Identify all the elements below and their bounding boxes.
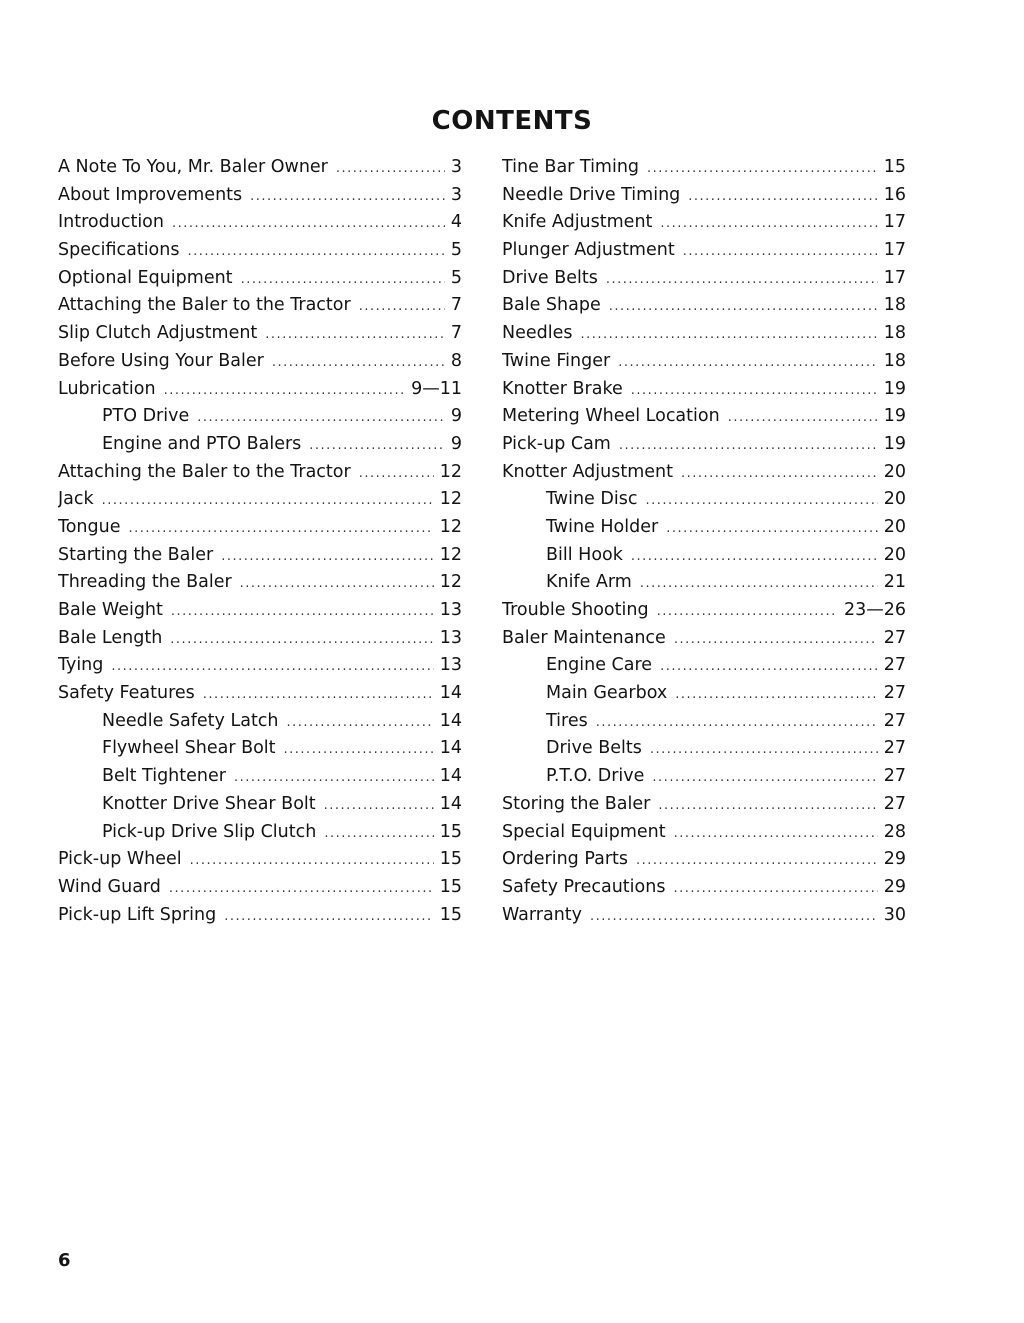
toc-entry xyxy=(502,323,906,351)
toc-entry-page: 17 xyxy=(883,212,906,233)
toc-entry-page: 9 xyxy=(450,406,462,427)
toc-entry-page: 20 xyxy=(883,489,906,510)
toc-entry-page: 17 xyxy=(883,240,906,261)
toc-entry xyxy=(502,434,906,462)
toc-entry-title: Flywheel Shear Bolt xyxy=(102,738,276,759)
toc-entry xyxy=(502,406,906,434)
toc-entry xyxy=(502,379,906,407)
toc-entry xyxy=(58,185,462,213)
toc-entry xyxy=(502,766,906,794)
dot-leader xyxy=(657,604,838,619)
toc-entry-page: 16 xyxy=(883,184,906,205)
toc-entry-title: Metering Wheel Location xyxy=(502,406,720,427)
dot-leader xyxy=(640,576,878,591)
dot-leader xyxy=(241,272,445,287)
toc-entry-title: Twine Disc xyxy=(546,489,638,510)
toc-entry-title: Belt Tightener xyxy=(102,766,226,787)
dot-leader xyxy=(647,161,878,176)
toc-entry-page: 3 xyxy=(450,184,462,205)
toc-entry-title: Knotter Adjustment xyxy=(502,461,673,482)
toc-left-column xyxy=(58,157,462,932)
toc-entry xyxy=(502,212,906,240)
dot-leader xyxy=(250,189,445,204)
toc-entry-title: Threading the Baler xyxy=(58,572,232,593)
toc-entry-title: Needle Safety Latch xyxy=(102,710,279,731)
toc-entry-page: 7 xyxy=(450,323,462,344)
toc-entry-title: Tying xyxy=(58,655,104,676)
toc-entry-title: Knife Adjustment xyxy=(502,212,653,233)
dot-leader xyxy=(658,798,877,813)
toc-entry-title: Bale Length xyxy=(58,627,163,648)
toc-entry-title: Specifications xyxy=(58,240,180,261)
toc-entry xyxy=(502,572,906,600)
toc-entry-page: 13 xyxy=(439,600,462,620)
dot-leader xyxy=(359,466,434,481)
toc-entry-title: Bale Weight xyxy=(58,600,163,620)
toc-entry-page: 29 xyxy=(883,849,906,870)
toc-entry xyxy=(58,517,462,545)
dot-leader xyxy=(636,853,878,868)
toc-entry xyxy=(502,794,906,822)
toc-entry-title: Trouble Shooting xyxy=(502,600,649,620)
toc-entry-title: Jack xyxy=(58,489,94,510)
toc-entry-page: 14 xyxy=(439,738,462,759)
dot-leader xyxy=(221,549,434,564)
toc-entry-page: 5 xyxy=(450,240,462,261)
toc-entry-title: Tires xyxy=(546,710,588,731)
toc-entry-title: Bill Hook xyxy=(546,544,623,565)
toc-entry-page: 21 xyxy=(883,572,906,593)
toc-entry-page: 28 xyxy=(883,821,906,842)
dot-leader xyxy=(170,632,433,647)
toc-entry-page: 12 xyxy=(439,516,462,537)
toc-entry-title: Drive Belts xyxy=(546,738,642,759)
toc-entry xyxy=(58,295,462,323)
toc-entry-title: Main Gearbox xyxy=(546,683,668,704)
dot-leader xyxy=(240,576,434,591)
toc-entry-page: 14 xyxy=(439,683,462,704)
toc-entry xyxy=(58,462,462,490)
dot-leader xyxy=(287,715,434,730)
page-number: 6 xyxy=(58,1250,71,1271)
toc-entry-title: Twine Holder xyxy=(546,516,659,537)
toc-entry-page: 19 xyxy=(883,378,906,399)
toc-entry xyxy=(58,683,462,711)
toc-entry xyxy=(502,683,906,711)
dot-leader xyxy=(596,715,878,730)
dot-leader xyxy=(683,244,878,259)
toc-entry xyxy=(58,545,462,573)
toc-entry-page: 14 xyxy=(439,710,462,731)
toc-entry-title: Warranty xyxy=(502,904,583,925)
toc-entry xyxy=(502,655,906,683)
dot-leader xyxy=(674,826,878,841)
toc-entry-page: 15 xyxy=(439,876,462,897)
toc-entry xyxy=(58,849,462,877)
toc-entry-page: 19 xyxy=(883,406,906,427)
toc-entry xyxy=(502,600,906,628)
toc-entry xyxy=(502,268,906,296)
toc-entry xyxy=(58,240,462,268)
dot-leader xyxy=(234,770,434,785)
toc-entry-title: Drive Belts xyxy=(502,267,598,288)
toc-entry-title: Engine and PTO Balers xyxy=(102,433,302,454)
toc-entry xyxy=(502,489,906,517)
toc-entry-page: 27 xyxy=(883,738,906,759)
toc-entry-title: Optional Equipment xyxy=(58,267,233,288)
dot-leader xyxy=(272,355,445,370)
toc-entry xyxy=(58,905,462,933)
toc-entry xyxy=(502,351,906,379)
toc-entry-title: Pick-up Lift Spring xyxy=(58,904,217,925)
dot-leader xyxy=(203,687,434,702)
toc-entry-title: Pick-up Cam xyxy=(502,433,611,454)
toc-entry-page: 17 xyxy=(883,267,906,288)
toc-entry-page: 27 xyxy=(883,766,906,787)
toc-entry-title: Before Using Your Baler xyxy=(58,350,264,371)
toc-entry xyxy=(502,185,906,213)
toc-entry xyxy=(502,628,906,656)
toc-entry-title: Pick-up Wheel xyxy=(58,849,182,870)
dot-leader xyxy=(265,327,445,342)
toc-entry-page: 8 xyxy=(450,350,462,371)
toc-entry-page: 7 xyxy=(450,295,462,316)
dot-leader xyxy=(197,410,445,425)
toc-entry xyxy=(502,711,906,739)
toc-entry-title: Tine Bar Timing xyxy=(502,157,640,177)
toc-entry-page: 18 xyxy=(883,323,906,344)
toc-entry-page: 3 xyxy=(450,157,462,177)
toc-entry xyxy=(502,517,906,545)
toc-entry xyxy=(502,240,906,268)
toc-entry-page: 20 xyxy=(883,461,906,482)
toc-entry-title: Safety Precautions xyxy=(502,876,666,897)
dot-leader xyxy=(169,881,434,896)
toc-entry-title: Knife Arm xyxy=(546,572,632,593)
dot-leader xyxy=(631,549,878,564)
toc-entry-title: Pick-up Drive Slip Clutch xyxy=(102,821,317,842)
dot-leader xyxy=(606,272,878,287)
dot-leader xyxy=(359,299,445,314)
toc-entry-title: Baler Maintenance xyxy=(502,627,666,648)
toc-entry-title: Introduction xyxy=(58,212,164,233)
dot-leader xyxy=(580,327,877,342)
toc-entry xyxy=(58,628,462,656)
toc-entry-page: 12 xyxy=(439,572,462,593)
toc-entry-title: Starting the Baler xyxy=(58,544,214,565)
dot-leader xyxy=(660,659,878,674)
toc-entry-title: Ordering Parts xyxy=(502,849,629,870)
toc-entry-title: About Improvements xyxy=(58,184,243,205)
toc-entry xyxy=(58,822,462,850)
toc-entry-page: 14 xyxy=(439,766,462,787)
dot-leader xyxy=(164,383,406,398)
toc-entry-title: Wind Guard xyxy=(58,876,161,897)
toc-entry xyxy=(58,268,462,296)
toc-entry-page: 30 xyxy=(883,904,906,925)
dot-leader xyxy=(674,632,878,647)
dot-leader xyxy=(190,853,434,868)
toc-entry-page: 18 xyxy=(883,350,906,371)
dot-leader xyxy=(336,161,445,176)
dot-leader xyxy=(187,244,444,259)
toc-entry xyxy=(502,462,906,490)
toc-entry-page: 13 xyxy=(439,627,462,648)
toc-entry-page: 15 xyxy=(439,849,462,870)
toc-entry-page: 29 xyxy=(883,876,906,897)
toc-entry xyxy=(58,212,462,240)
toc-entry-page: 15 xyxy=(439,821,462,842)
toc-entry-page: 20 xyxy=(883,516,906,537)
toc-entry-page: 12 xyxy=(439,544,462,565)
toc-entry-title: Tongue xyxy=(58,516,121,537)
dot-leader xyxy=(681,466,878,481)
toc-entry xyxy=(502,545,906,573)
toc-entry-title: Attaching the Baler to the Tractor xyxy=(58,295,351,316)
toc-entry-page: 27 xyxy=(883,683,906,704)
toc-entry-page: 27 xyxy=(883,655,906,676)
toc-entry xyxy=(502,295,906,323)
toc-entry xyxy=(58,738,462,766)
toc-entry-title: Engine Care xyxy=(546,655,653,676)
toc-entry-title: Storing the Baler xyxy=(502,793,651,814)
dot-leader xyxy=(688,189,877,204)
toc-entry-title: Needles xyxy=(502,323,573,344)
toc-entry-title: Slip Clutch Adjustment xyxy=(58,323,258,344)
toc-entry-page: 5 xyxy=(450,267,462,288)
dot-leader xyxy=(619,438,878,453)
dot-leader xyxy=(128,521,433,536)
toc-entry-page: 9 xyxy=(450,433,462,454)
toc-entry xyxy=(58,434,462,462)
toc-entry xyxy=(58,157,462,185)
toc-entry-title: Special Equipment xyxy=(502,821,666,842)
toc-entry xyxy=(502,849,906,877)
toc-entry xyxy=(502,822,906,850)
dot-leader xyxy=(650,742,878,757)
toc-entry xyxy=(502,905,906,933)
toc-entry xyxy=(502,738,906,766)
toc-entry-title: A Note To You, Mr. Baler Owner xyxy=(58,157,328,177)
toc-entry-title: Knotter Brake xyxy=(502,378,623,399)
toc-entry-title: Knotter Drive Shear Bolt xyxy=(102,793,316,814)
toc-entry-title: PTO Drive xyxy=(102,406,190,427)
dot-leader xyxy=(675,687,878,702)
toc-entry xyxy=(502,157,906,185)
toc-entry-page: 12 xyxy=(439,489,462,510)
toc-entry xyxy=(58,794,462,822)
toc-entry-page: 27 xyxy=(883,793,906,814)
dot-leader xyxy=(224,909,433,924)
dot-leader xyxy=(102,493,434,508)
toc-entry-title: Needle Drive Timing xyxy=(502,184,681,205)
toc-entry-page: 27 xyxy=(883,627,906,648)
toc-right-column xyxy=(502,157,906,932)
toc-entry-title: Bale Shape xyxy=(502,295,601,316)
dot-leader xyxy=(673,881,877,896)
dot-leader xyxy=(645,493,877,508)
dot-leader xyxy=(609,299,878,314)
toc-entry xyxy=(58,406,462,434)
toc-entry xyxy=(58,351,462,379)
dot-leader xyxy=(111,659,433,674)
toc-entry-title: Twine Finger xyxy=(502,350,611,371)
toc-entry-title: P.T.O. Drive xyxy=(546,766,645,787)
toc-entry-page: 14 xyxy=(439,793,462,814)
toc-entry xyxy=(58,489,462,517)
dot-leader xyxy=(309,438,445,453)
toc-entry-page: 27 xyxy=(883,710,906,731)
dot-leader xyxy=(590,909,878,924)
dot-leader xyxy=(284,742,434,757)
toc-entry xyxy=(58,323,462,351)
toc-entry-page: 18 xyxy=(883,295,906,316)
toc-entry-page: 4 xyxy=(450,212,462,233)
dot-leader xyxy=(660,216,877,231)
toc-entry-page: 12 xyxy=(439,461,462,482)
toc-entry-page: 15 xyxy=(439,904,462,925)
toc-entry-title: Plunger Adjustment xyxy=(502,240,675,261)
dot-leader xyxy=(171,604,434,619)
toc-entry xyxy=(58,711,462,739)
dot-leader xyxy=(666,521,878,536)
toc-entry xyxy=(58,572,462,600)
toc-entry-page: 23—26 xyxy=(843,600,906,620)
dot-leader xyxy=(172,216,445,231)
toc-entry-page: 9—11 xyxy=(411,378,462,399)
toc-entry-page: 15 xyxy=(883,157,906,177)
dot-leader xyxy=(618,355,878,370)
toc-entry xyxy=(58,379,462,407)
dot-leader xyxy=(728,410,878,425)
toc-entry-title: Safety Features xyxy=(58,683,195,704)
dot-leader xyxy=(631,383,878,398)
toc-entry xyxy=(58,877,462,905)
toc-entry-page: 19 xyxy=(883,433,906,454)
toc-entry xyxy=(58,600,462,628)
page-title: CONTENTS xyxy=(431,106,593,136)
dot-leader xyxy=(324,798,434,813)
dot-leader xyxy=(652,770,877,785)
toc-entry-title: Attaching the Baler to the Tractor xyxy=(58,461,351,482)
toc-entry xyxy=(58,766,462,794)
toc-entry xyxy=(58,655,462,683)
dot-leader xyxy=(324,826,433,841)
toc-entry-page: 20 xyxy=(883,544,906,565)
toc-entry-title: Lubrication xyxy=(58,378,156,399)
toc-entry-page: 13 xyxy=(439,655,462,676)
toc-entry xyxy=(502,877,906,905)
